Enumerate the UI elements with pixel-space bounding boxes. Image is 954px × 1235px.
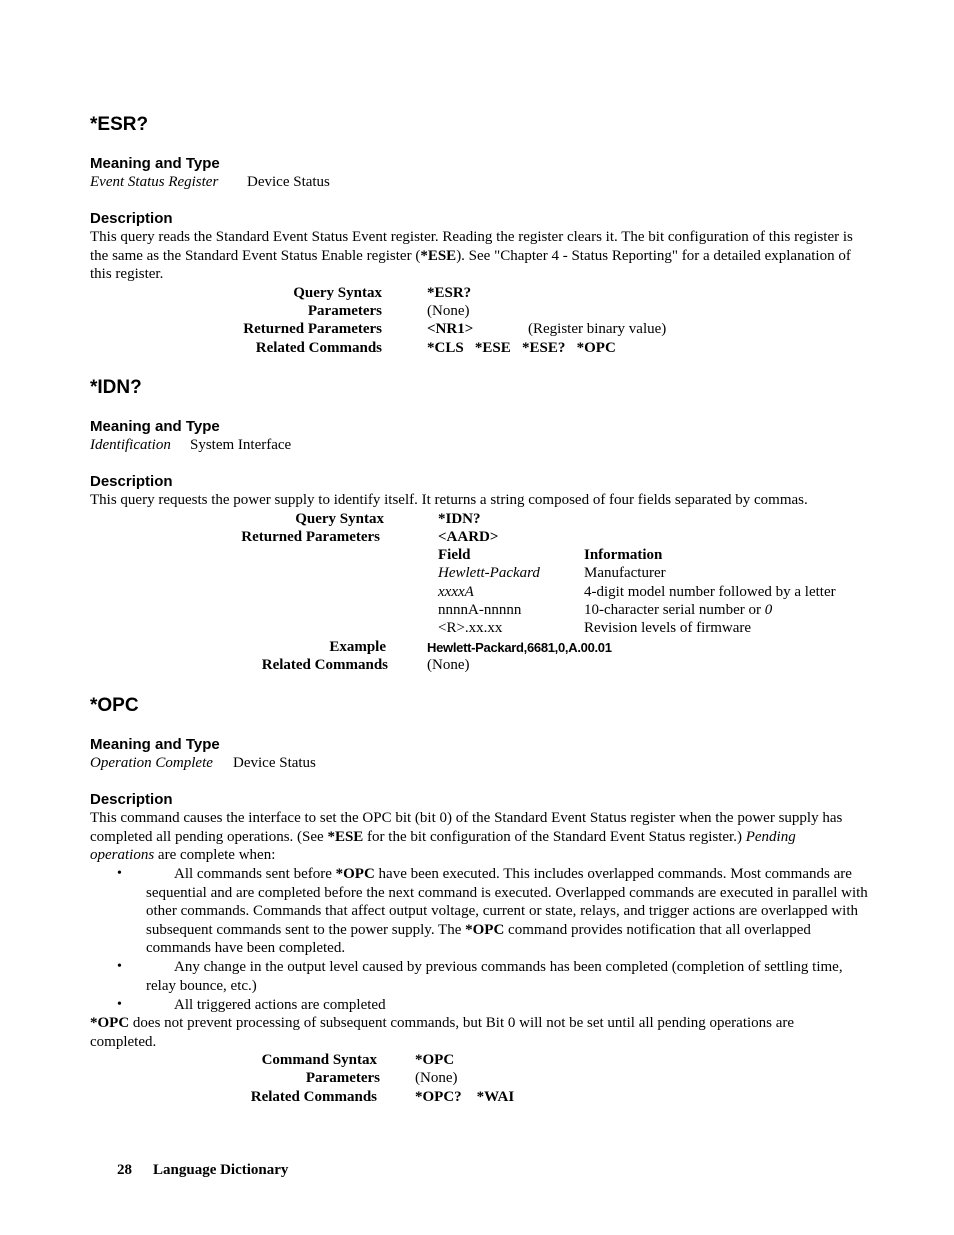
idn-info: Revision levels of firmware (584, 620, 752, 636)
esr-meaning-heading: Meaning and Type (90, 155, 220, 172)
opc-meaning-name: Operation Complete (90, 755, 213, 771)
bullet-marker: • (117, 997, 122, 1012)
idn-title: *IDN? (90, 377, 142, 398)
page-number: 28 (117, 1162, 132, 1178)
idn-meaning-name: Identification (90, 437, 171, 453)
bullet-marker: • (117, 959, 122, 974)
opc-row-label: Parameters (305, 1070, 380, 1086)
opc-row-value: *OPC? *WAI (415, 1089, 515, 1105)
esr-row-label: Query Syntax (293, 285, 382, 301)
opc-description-heading: Description (90, 791, 173, 808)
opc-row-value: (None) (415, 1070, 458, 1086)
esr-row-value: <NR1> (427, 321, 474, 337)
idn-related-value: (None) (427, 657, 470, 673)
opc-bullet-2: Any change in the output level caused by previous commands has been completed (completion of settling time, relay bounce, etc.) (146, 959, 843, 994)
opc-title: *OPC (90, 695, 139, 716)
idn-field-header: Field (438, 547, 471, 563)
esr-row-note: (Register binary value) (528, 321, 667, 337)
opc-row-label: Related Commands (250, 1089, 377, 1105)
esr-row-value: *CLS *ESE *ESE? *OPC (427, 340, 616, 356)
idn-example-label: Example (329, 639, 386, 655)
idn-meaning-type: System Interface (190, 437, 292, 453)
opc-meaning-heading: Meaning and Type (90, 736, 220, 753)
idn-related-label: Related Commands (261, 657, 388, 673)
opc-meaning-type: Device Status (233, 755, 316, 771)
idn-field: Hewlett-Packard (438, 565, 540, 581)
idn-field: <R>.xx.xx (438, 620, 503, 636)
esr-meaning-name: Event Status Register (90, 174, 219, 190)
bullet-marker: • (117, 866, 122, 881)
idn-example-value: Hewlett-Packard,6681,0,A.00.01 (427, 640, 612, 655)
esr-row-label: Related Commands (255, 340, 382, 356)
idn-info: 4-digit model number followed by a letter (584, 584, 836, 600)
idn-query-value: *IDN? (438, 511, 481, 527)
idn-returned-label: Returned Parameters (241, 529, 380, 545)
idn-info: Manufacturer (584, 565, 666, 581)
esr-row-value: *ESR? (427, 285, 472, 301)
idn-info-header: Information (584, 547, 663, 563)
esr-description-heading: Description (90, 210, 173, 227)
idn-info: 10-character serial number or 0 (584, 602, 773, 618)
opc-bullet-1: All commands sent before *OPC have been executed. This includes overlapped commands. Most commands are sequential and are completed before the next command is executed. Overlapped commands are executed in parallel with other commands. Commands that affect output voltage, current or state, relays, and trigger actions are overlapped with subsequent commands sent to the power supply. The *OPC command provides notification that all overlapped commands have been completed. (146, 866, 868, 956)
idn-field: nnnnA-nnnnn (438, 602, 522, 618)
opc-note: *OPC does not prevent processing of subsequent commands, but Bit 0 will not be set until all pending operations are completed. (90, 1015, 795, 1050)
idn-field: xxxxA (438, 584, 474, 600)
esr-row-label: Returned Parameters (243, 321, 382, 337)
opc-row-label: Command Syntax (261, 1052, 377, 1068)
idn-description: This query requests the power supply to identify itself. It returns a string composed of four fields separated by commas. (90, 492, 808, 508)
esr-description: This query reads the Standard Event Status Event register. Reading the register clears it. The bit configuration of this register is the same as the Standard Event Status Enable register (*ESE). See "Chapter 4 - Status Reporting" for a detailed explanation of this register. (90, 229, 853, 282)
opc-bullet-3: All triggered actions are completed (174, 997, 386, 1013)
esr-title: *ESR? (90, 114, 149, 135)
idn-returned-value: <AARD> (438, 529, 499, 545)
esr-row-label: Parameters (307, 303, 382, 319)
idn-meaning-heading: Meaning and Type (90, 418, 220, 435)
esr-row-value: (None) (427, 303, 470, 319)
idn-description-heading: Description (90, 473, 173, 490)
esr-meaning-type: Device Status (247, 174, 330, 190)
idn-query-label: Query Syntax (295, 511, 384, 527)
opc-description: This command causes the interface to set the OPC bit (bit 0) of the Standard Event Status register when the power supply has completed all pending operations. (See *ESE for the bit configuration of the Standard Event Status register.) Pending operations are complete when: (90, 810, 843, 863)
footer-section: Language Dictionary (153, 1162, 289, 1178)
opc-row-value: *OPC (415, 1052, 455, 1068)
